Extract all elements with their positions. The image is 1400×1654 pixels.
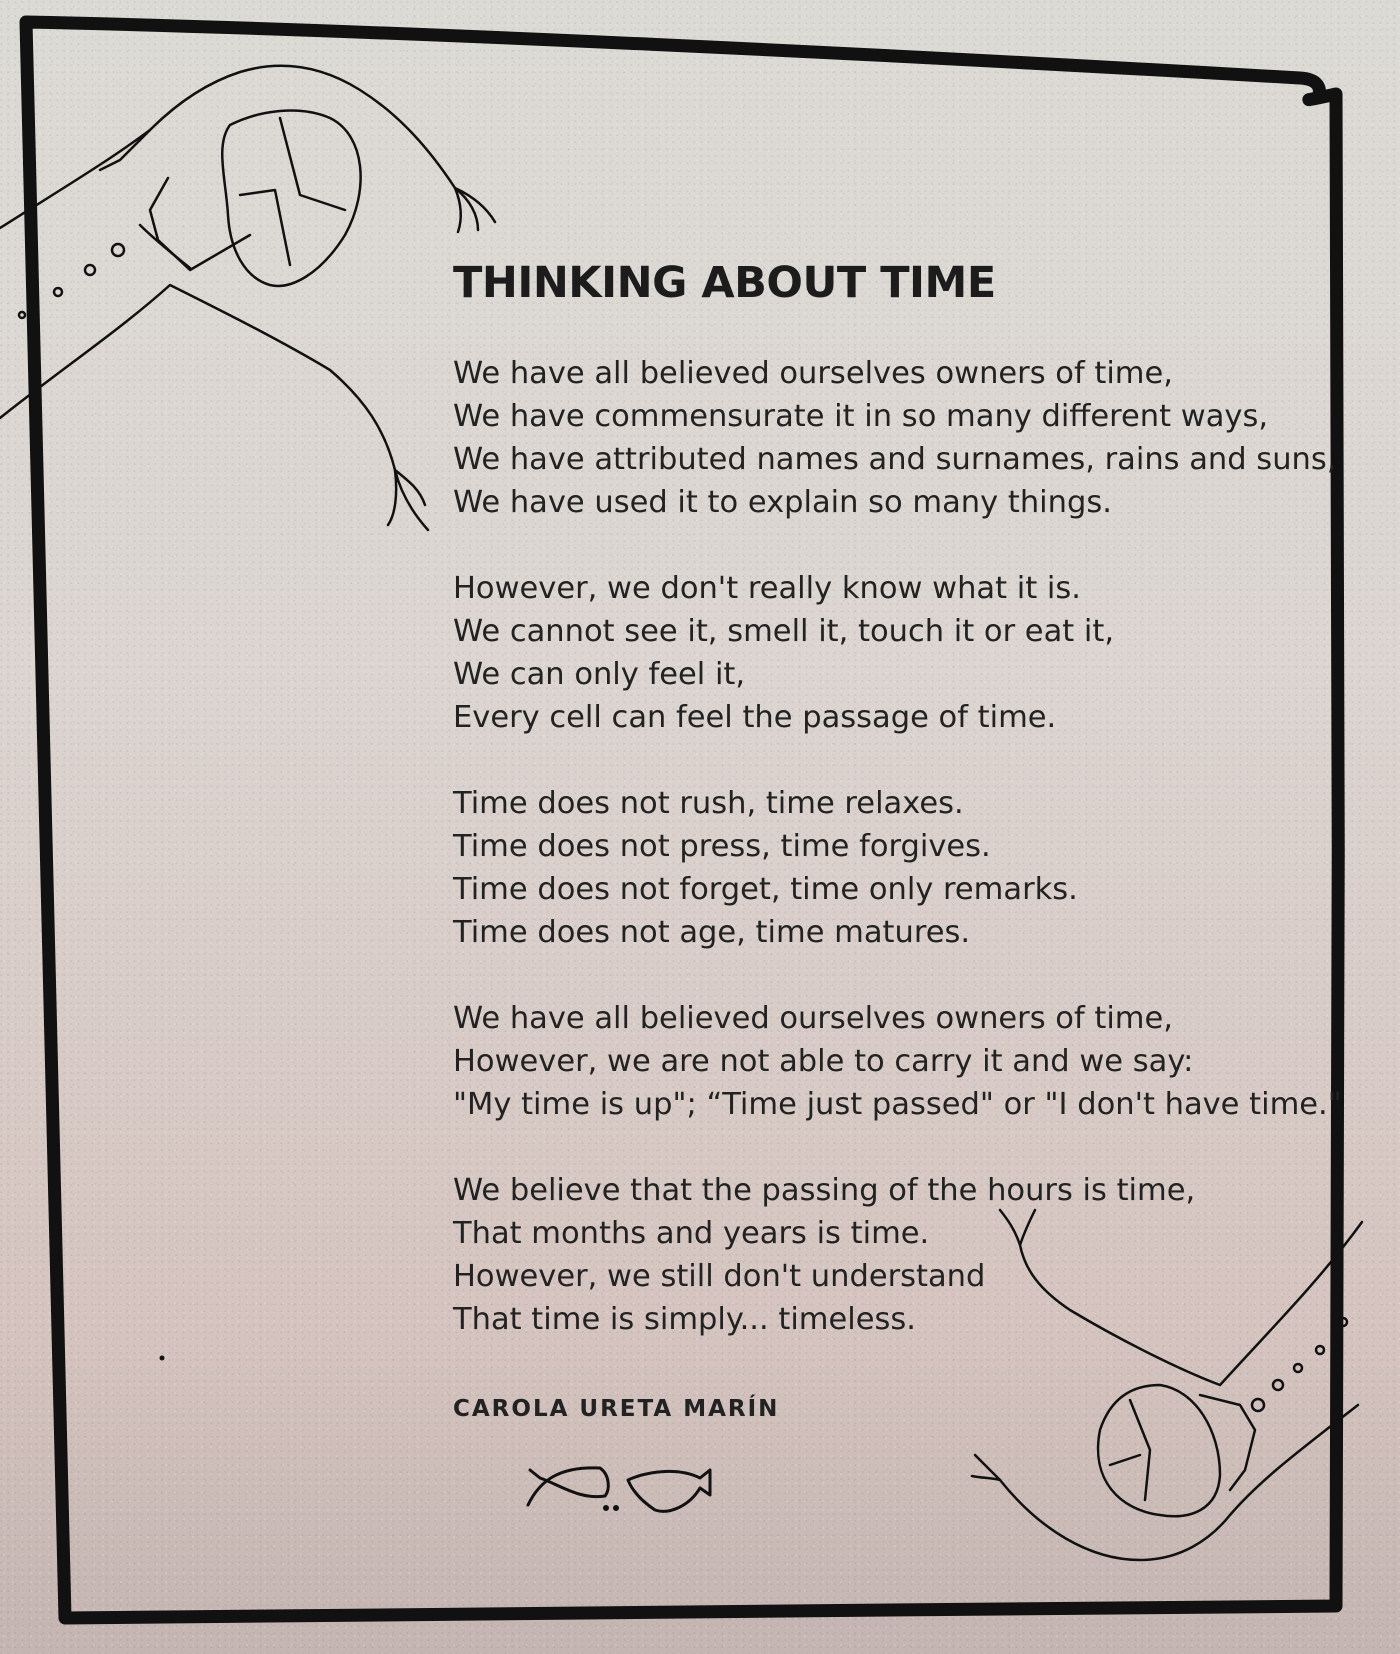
poem-line: We have all believed ourselves owners of time, xyxy=(453,356,1173,391)
poem-line: However, we are not able to carry it and we say: xyxy=(453,1044,1194,1079)
poem-body xyxy=(453,352,1353,1384)
poem-line: Time does not rush, time relaxes. xyxy=(453,786,964,821)
stanza-2 xyxy=(453,567,1353,739)
fish-pair-drawing xyxy=(528,1468,710,1511)
poem-title: THINKING ABOUT TIME xyxy=(453,258,996,308)
ink-dot xyxy=(160,1356,165,1361)
poem-line: Time does not age, time matures. xyxy=(453,915,971,950)
poem-line: We believe that the passing of the hours is time, xyxy=(453,1173,1196,1208)
poem-line: We have commensurate it in so many different ways, xyxy=(453,399,1269,434)
author-name: CAROLA URETA MARÍN xyxy=(453,1396,780,1422)
poem-line: We cannot see it, smell it, touch it or eat it, xyxy=(453,614,1115,649)
poem-line: "My time is up"; “Time just passed" or "I don't have time." xyxy=(453,1087,1342,1122)
stanza-3 xyxy=(453,782,1353,954)
figure-top-left-drawing xyxy=(0,66,495,530)
poem-line: That months and years is time. xyxy=(453,1216,930,1251)
stanza-5 xyxy=(453,1169,1353,1341)
poem-line: We can only feel it, xyxy=(453,657,746,692)
poem-line: That time is simply... timeless. xyxy=(453,1302,916,1337)
poem-line: Every cell can feel the passage of time. xyxy=(453,700,1057,735)
stanza-4 xyxy=(453,997,1353,1126)
poem-line: We have used it to explain so many things. xyxy=(453,485,1112,520)
poem-line: However, we don't really know what it is. xyxy=(453,571,1081,606)
poem-line: Time does not forget, time only remarks. xyxy=(453,872,1078,907)
stanza-1 xyxy=(453,352,1353,524)
poem-line: We have attributed names and surnames, rains and suns, xyxy=(453,442,1337,477)
poem-line: However, we still don't understand xyxy=(453,1259,986,1294)
poem-line: Time does not press, time forgives. xyxy=(453,829,991,864)
poem-line: We have all believed ourselves owners of time, xyxy=(453,1001,1173,1036)
